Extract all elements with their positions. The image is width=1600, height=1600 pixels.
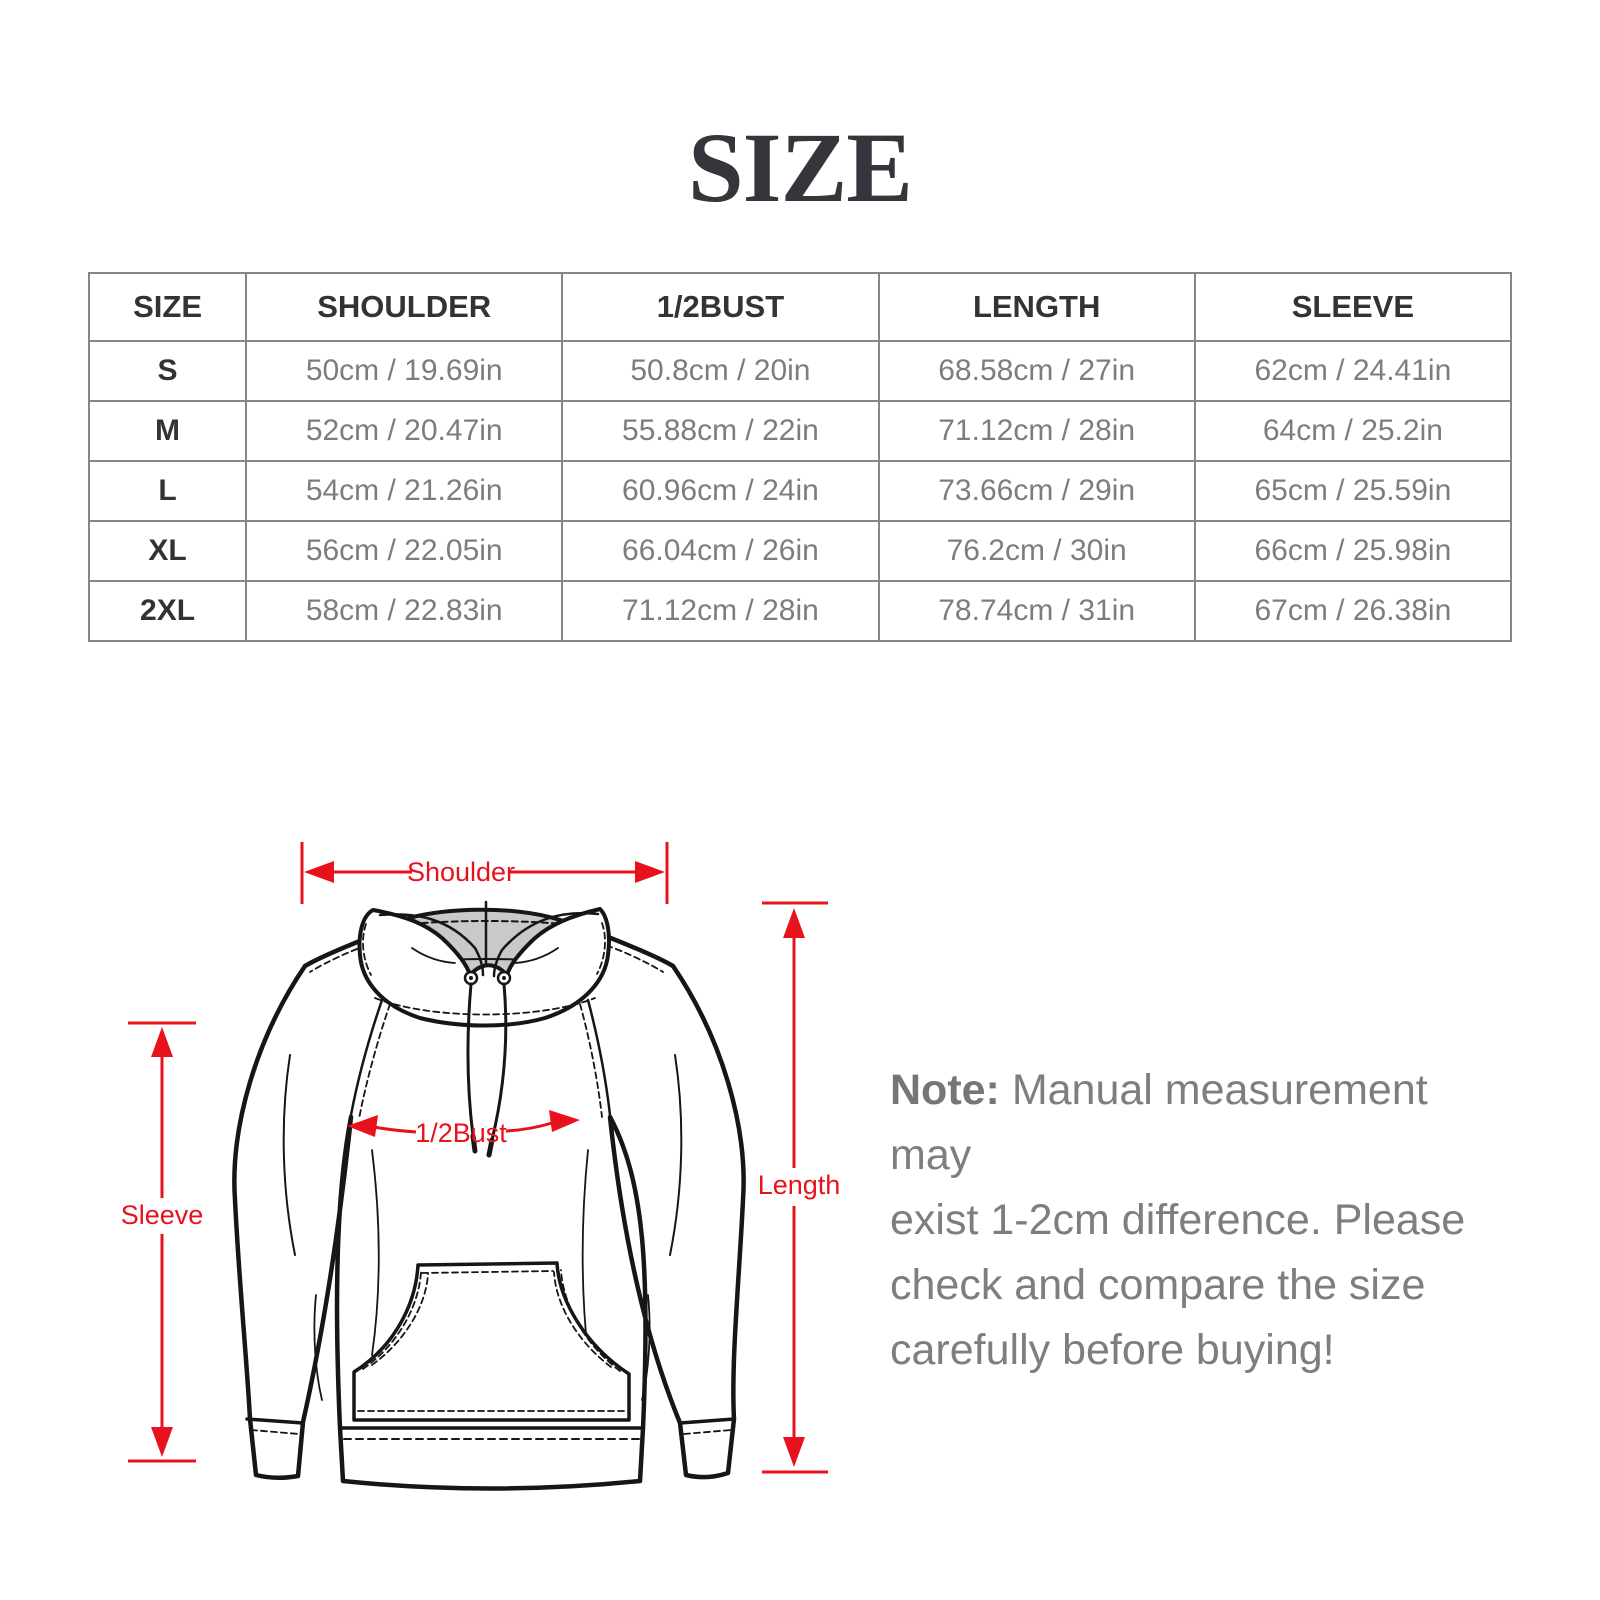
arrowhead-left <box>304 861 334 883</box>
cell-length: 73.66cm / 29in <box>879 461 1195 521</box>
cell-shoulder: 50cm / 19.69in <box>246 341 562 401</box>
header-length: LENGTH <box>879 273 1195 341</box>
cell-length: 78.74cm / 31in <box>879 581 1195 641</box>
cell-bust: 50.8cm / 20in <box>562 341 878 401</box>
cell-size: S <box>89 341 246 401</box>
cell-size: L <box>89 461 246 521</box>
cell-sleeve: 62cm / 24.41in <box>1195 341 1511 401</box>
note-line-text: Manual measurement may <box>890 1066 1428 1179</box>
cell-sleeve: 67cm / 26.38in <box>1195 581 1511 641</box>
cell-shoulder: 52cm / 20.47in <box>246 401 562 461</box>
sleeve-arrow <box>121 1023 204 1461</box>
cell-bust: 60.96cm / 24in <box>562 461 878 521</box>
cell-sleeve: 66cm / 25.98in <box>1195 521 1511 581</box>
size-table <box>88 272 1512 642</box>
table-row <box>89 401 1511 461</box>
cell-shoulder: 54cm / 21.26in <box>246 461 562 521</box>
sleeve-arrow-label: Sleeve <box>120 1200 204 1230</box>
grommet-hole <box>469 976 473 980</box>
note-line: check and compare the size <box>890 1261 1426 1309</box>
cell-size: 2XL <box>89 581 246 641</box>
arrowhead-down <box>151 1427 173 1457</box>
cell-length: 68.58cm / 27in <box>879 341 1195 401</box>
header-bust: 1/2BUST <box>562 273 878 341</box>
table-row <box>89 521 1511 581</box>
note-prefix: Note: <box>890 1066 1000 1114</box>
cell-bust: 71.12cm / 28in <box>562 581 878 641</box>
note-text <box>890 1058 1490 1383</box>
cell-sleeve: 64cm / 25.2in <box>1195 401 1511 461</box>
cell-sleeve: 65cm / 25.59in <box>1195 461 1511 521</box>
table-header-row <box>89 273 1511 341</box>
note-line: carefully before buying! <box>890 1326 1335 1374</box>
table-row <box>89 461 1511 521</box>
header-shoulder: SHOULDER <box>246 273 562 341</box>
arrowhead-up <box>151 1027 173 1057</box>
cell-size: M <box>89 401 246 461</box>
cell-size: XL <box>89 521 246 581</box>
table-row <box>89 341 1511 401</box>
cell-length: 76.2cm / 30in <box>879 521 1195 581</box>
note-line <box>890 1058 1490 1188</box>
note-line: exist 1-2cm difference. Please <box>890 1196 1466 1244</box>
cell-bust: 66.04cm / 26in <box>562 521 878 581</box>
length-arrow <box>758 903 841 1472</box>
bust-arrow-label: 1/2Bust <box>415 1118 507 1148</box>
shoulder-arrow-label: Shoulder <box>406 857 516 887</box>
length-arrow-label: Length <box>757 1170 841 1200</box>
hoodie-size-diagram <box>90 820 870 1520</box>
cell-bust: 55.88cm / 22in <box>562 401 878 461</box>
arrowhead-down <box>783 1437 805 1467</box>
header-size: SIZE <box>89 273 246 341</box>
arrowhead-right <box>635 861 665 883</box>
cell-shoulder: 56cm / 22.05in <box>246 521 562 581</box>
header-sleeve: SLEEVE <box>1195 273 1511 341</box>
table-row <box>89 581 1511 641</box>
page-title: SIZE <box>688 112 912 223</box>
cell-shoulder: 58cm / 22.83in <box>246 581 562 641</box>
grommet-hole <box>502 976 506 980</box>
shoulder-arrow <box>302 842 667 904</box>
cell-length: 71.12cm / 28in <box>879 401 1195 461</box>
arrowhead-up <box>783 908 805 938</box>
hoodie-drawing <box>234 902 743 1489</box>
